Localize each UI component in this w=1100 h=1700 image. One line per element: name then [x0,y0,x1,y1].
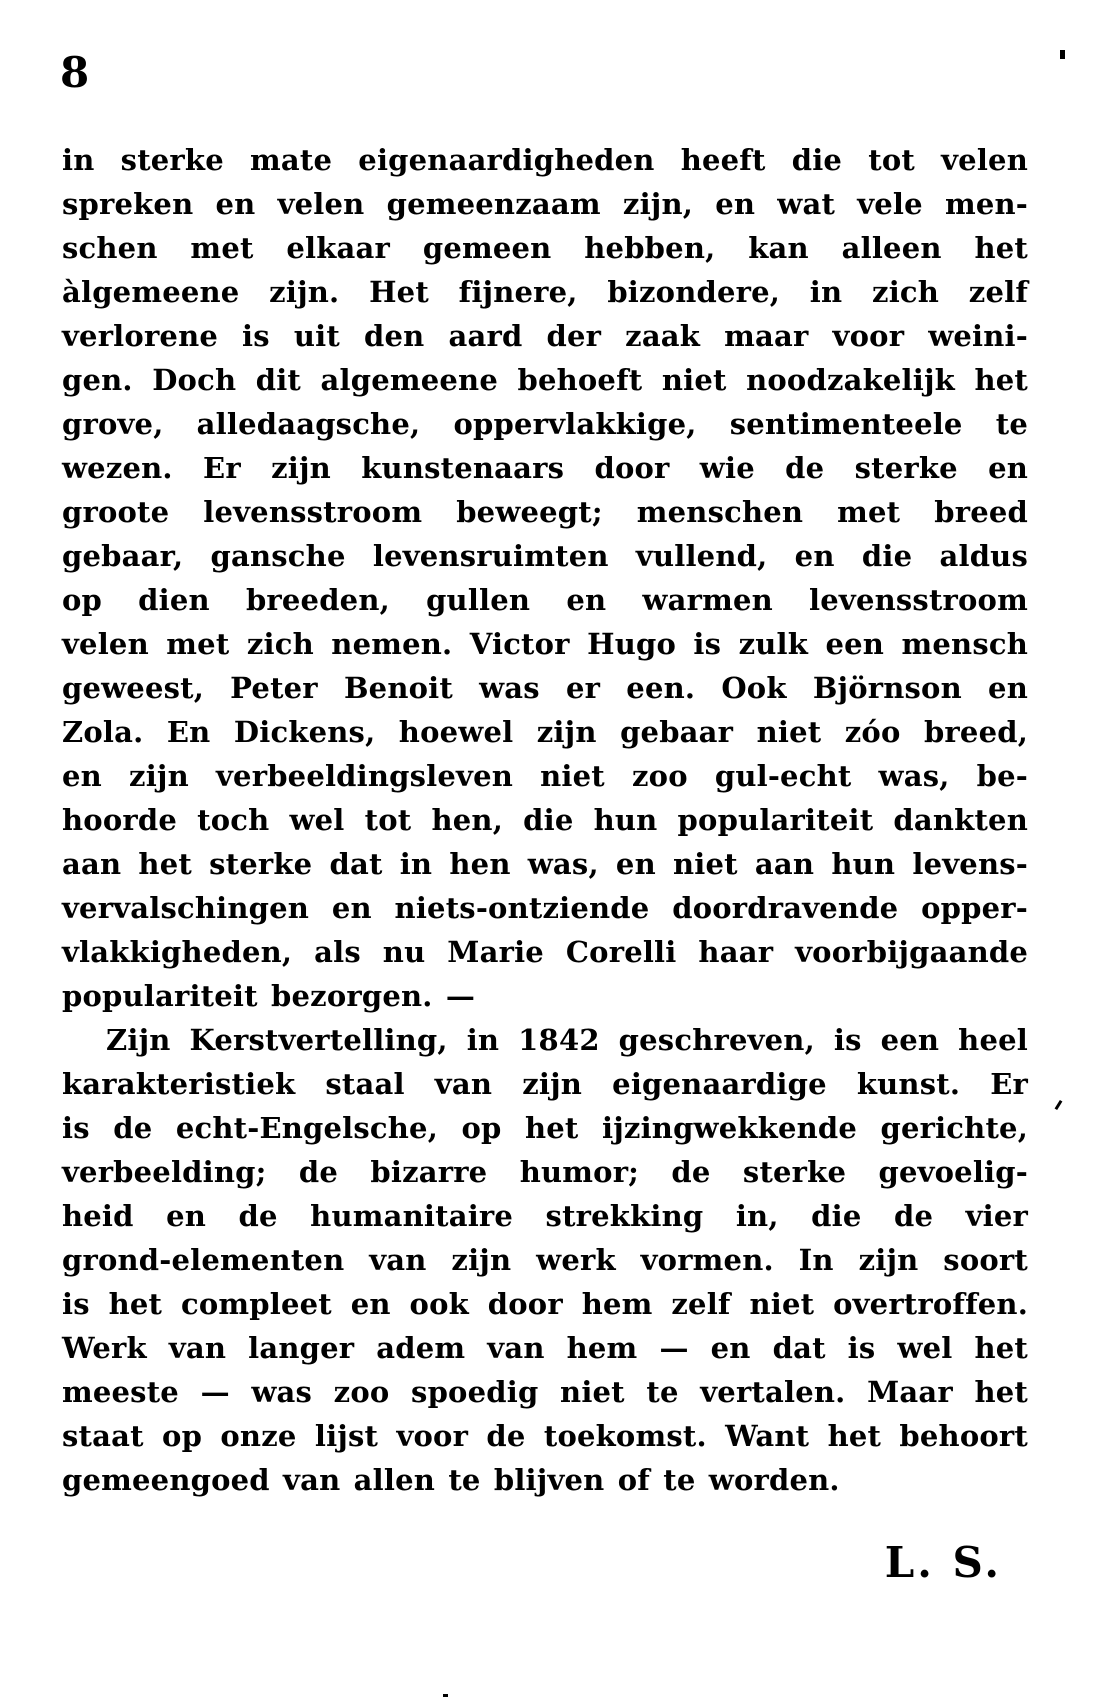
text-line: en zijn verbeeldingsleven niet zoo gul-echt was, be- [62,759,1028,793]
text-line: velen met zich nemen. Victor Hugo is zulk een mensch [62,627,1028,661]
text-line: heid en de humanitaire strekking in, die de vier [62,1199,1028,1233]
paragraph [62,138,1028,1018]
text-line: wezen. Er zijn kunstenaars door wie de sterke en [62,451,1028,485]
text-line: gen. Doch dit algemeene behoeft niet noodzakelijk het [62,363,1028,397]
text-line: gebaar, gansche levensruimten vullend, en die aldus [62,539,1028,573]
ink-speck [1055,1100,1063,1110]
text-line: àlgemeene zijn. Het fijnere, bizondere, in zich zelf [62,275,1028,309]
page-number: 8 [60,48,90,97]
text-line: grond-elementen van zijn werk vormen. In zijn soort [62,1243,1028,1277]
text-line: Zijn Kerstvertelling, in 1842 geschreven, is een heel [106,1023,1028,1057]
author-initials: L. S. [884,1538,1002,1587]
text-line: verlorene is uit den aard der zaak maar voor weini- [62,319,1028,353]
text-line: groote levensstroom beweegt; menschen met breed [62,495,1028,529]
text-line: gemeengoed van allen te blijven of te worden. [62,1463,840,1497]
text-line: verbeelding; de bizarre humor; de sterke gevoelig- [62,1155,1028,1189]
ink-speck [443,1694,448,1697]
text-line: schen met elkaar gemeen hebben, kan alleen het [62,231,1028,265]
text-line: is de echt-Engelsche, op het ijzingwekkende gerichte, [62,1111,1028,1145]
page-text [62,138,1028,1502]
text-line: karakteristiek staal van zijn eigenaardige kunst. Er [62,1067,1028,1101]
text-line: staat op onze lijst voor de toekomst. Want het behoort [62,1419,1028,1453]
text-line: vlakkigheden, als nu Marie Corelli haar voorbijgaande [62,935,1028,969]
text-line: op dien breeden, gullen en warmen levensstroom [62,583,1028,617]
text-line: meeste — was zoo spoedig niet te vertalen. Maar het [62,1375,1028,1409]
text-line: is het compleet en ook door hem zelf niet overtroffen. [62,1287,1028,1321]
ink-speck [1060,50,1065,59]
text-line: grove, alledaagsche, oppervlakkige, sentimenteele te [62,407,1028,441]
text-line: Zola. En Dickens, hoewel zijn gebaar niet zóo breed, [62,715,1028,749]
text-line: hoorde toch wel tot hen, die hun populariteit dankten [62,803,1028,837]
text-line: Werk van langer adem van hem — en dat is wel het [62,1331,1028,1365]
text-line: aan het sterke dat in hen was, en niet aan hun levens- [62,847,1028,881]
text-line: in sterke mate eigenaardigheden heeft die tot velen [62,143,1028,177]
text-line: populariteit bezorgen. — [62,979,476,1013]
text-line: vervalschingen en niets-ontziende doordravende opper- [62,891,1028,925]
text-line: geweest, Peter Benoit was er een. Ook Björnson en [62,671,1028,705]
paragraph [62,1018,1028,1502]
text-line: spreken en velen gemeenzaam zijn, en wat vele men- [62,187,1028,221]
